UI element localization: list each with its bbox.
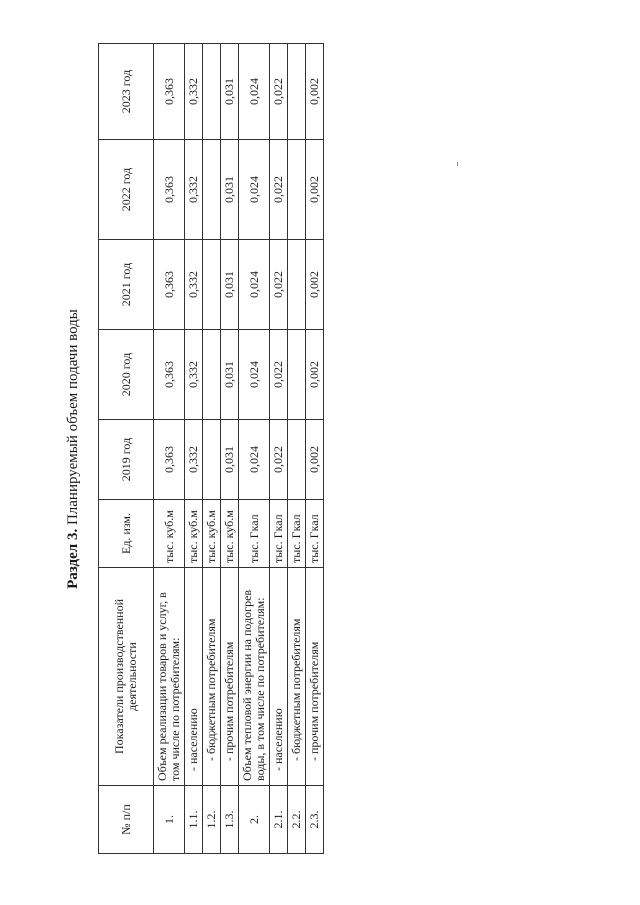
row-value-2021: 0,363 <box>154 240 185 330</box>
header-num: № п/п <box>99 786 154 854</box>
table-row <box>221 44 239 854</box>
row-indicator: - прочим потребителям <box>221 568 239 786</box>
row-indicator: Объем реализации товаров и услуг, в том числе по потребителям: <box>154 568 185 786</box>
row-value-2023: 0,031 <box>221 44 239 140</box>
row-value-2019: 0,363 <box>154 420 185 500</box>
row-value-2019: 0,002 <box>306 420 324 500</box>
row-value-2022 <box>288 140 306 240</box>
table-row <box>306 44 324 854</box>
row-value-2022: 0,363 <box>154 140 185 240</box>
row-value-2021: 0,002 <box>306 240 324 330</box>
row-num: 1.3. <box>221 786 239 854</box>
row-num: 1.2. <box>203 786 221 854</box>
table-row <box>154 44 185 854</box>
row-value-2023: 0,363 <box>154 44 185 140</box>
row-value-2021: 0,031 <box>221 240 239 330</box>
row-value-2021: 0,024 <box>239 240 270 330</box>
row-value-2019: 0,031 <box>221 420 239 500</box>
row-unit: тыс. куб.м <box>203 500 221 568</box>
header-indicator: Показатели производственной деятельности <box>99 568 154 786</box>
row-value-2022: 0,332 <box>185 140 203 240</box>
row-value-2022: 0,022 <box>270 140 288 240</box>
table-header-row <box>99 44 154 854</box>
row-indicator: - населению <box>185 568 203 786</box>
row-indicator: - населению <box>270 568 288 786</box>
row-value-2023 <box>288 44 306 140</box>
row-value-2020: 0,332 <box>185 330 203 420</box>
header-year-2022: 2022 год <box>99 140 154 240</box>
row-unit: тыс. Гкал <box>239 500 270 568</box>
row-num: 2.2. <box>288 786 306 854</box>
row-value-2023 <box>203 44 221 140</box>
table-row <box>185 44 203 854</box>
rotated-content <box>64 44 330 854</box>
row-value-2019: 0,022 <box>270 420 288 500</box>
row-value-2023: 0,024 <box>239 44 270 140</box>
header-year-2023: 2023 год <box>99 44 154 140</box>
row-value-2022: 0,002 <box>306 140 324 240</box>
row-num: 2. <box>239 786 270 854</box>
header-unit: Ед. изм. <box>99 500 154 568</box>
row-value-2021: 0,022 <box>270 240 288 330</box>
row-value-2019 <box>203 420 221 500</box>
row-unit: тыс. Гкал <box>288 500 306 568</box>
row-value-2021 <box>288 240 306 330</box>
table-row <box>288 44 306 854</box>
row-value-2019: 0,024 <box>239 420 270 500</box>
scan-mark <box>457 162 458 166</box>
row-value-2022: 0,024 <box>239 140 270 240</box>
table-row <box>239 44 270 854</box>
header-year-2020: 2020 год <box>99 330 154 420</box>
table-row <box>270 44 288 854</box>
row-indicator: - бюджетным потребителям <box>288 568 306 786</box>
row-value-2022 <box>203 140 221 240</box>
row-indicator: - прочим потребителям <box>306 568 324 786</box>
water-supply-table <box>98 43 324 854</box>
row-unit: тыс. куб.м <box>221 500 239 568</box>
row-value-2019 <box>288 420 306 500</box>
row-value-2020 <box>203 330 221 420</box>
row-value-2023: 0,022 <box>270 44 288 140</box>
table-row <box>203 44 221 854</box>
row-value-2019: 0,332 <box>185 420 203 500</box>
row-num: 2.3. <box>306 786 324 854</box>
row-value-2020: 0,002 <box>306 330 324 420</box>
row-value-2020: 0,024 <box>239 330 270 420</box>
row-value-2023: 0,002 <box>306 44 324 140</box>
header-year-2021: 2021 год <box>99 240 154 330</box>
row-unit: тыс. куб.м <box>185 500 203 568</box>
row-value-2020: 0,363 <box>154 330 185 420</box>
row-num: 1. <box>154 786 185 854</box>
row-value-2022: 0,031 <box>221 140 239 240</box>
row-value-2020: 0,031 <box>221 330 239 420</box>
section-title <box>64 44 82 854</box>
row-value-2020: 0,022 <box>270 330 288 420</box>
section-title-text: Планируемый объем подачи воды <box>65 309 81 529</box>
row-indicator: Объем тепловой энергии на подогрев воды, в том числе по потребителям: <box>239 568 270 786</box>
row-unit: тыс. Гкал <box>306 500 324 568</box>
row-value-2021: 0,332 <box>185 240 203 330</box>
section-title-bold: Раздел 3. <box>65 528 81 589</box>
header-year-2019: 2019 год <box>99 420 154 500</box>
row-num: 2.1. <box>270 786 288 854</box>
row-unit: тыс. Гкал <box>270 500 288 568</box>
row-value-2021 <box>203 240 221 330</box>
row-num: 1.1. <box>185 786 203 854</box>
row-value-2020 <box>288 330 306 420</box>
row-unit: тыс. куб.м <box>154 500 185 568</box>
row-value-2023: 0,332 <box>185 44 203 140</box>
row-indicator: - бюджетным потребителям <box>203 568 221 786</box>
